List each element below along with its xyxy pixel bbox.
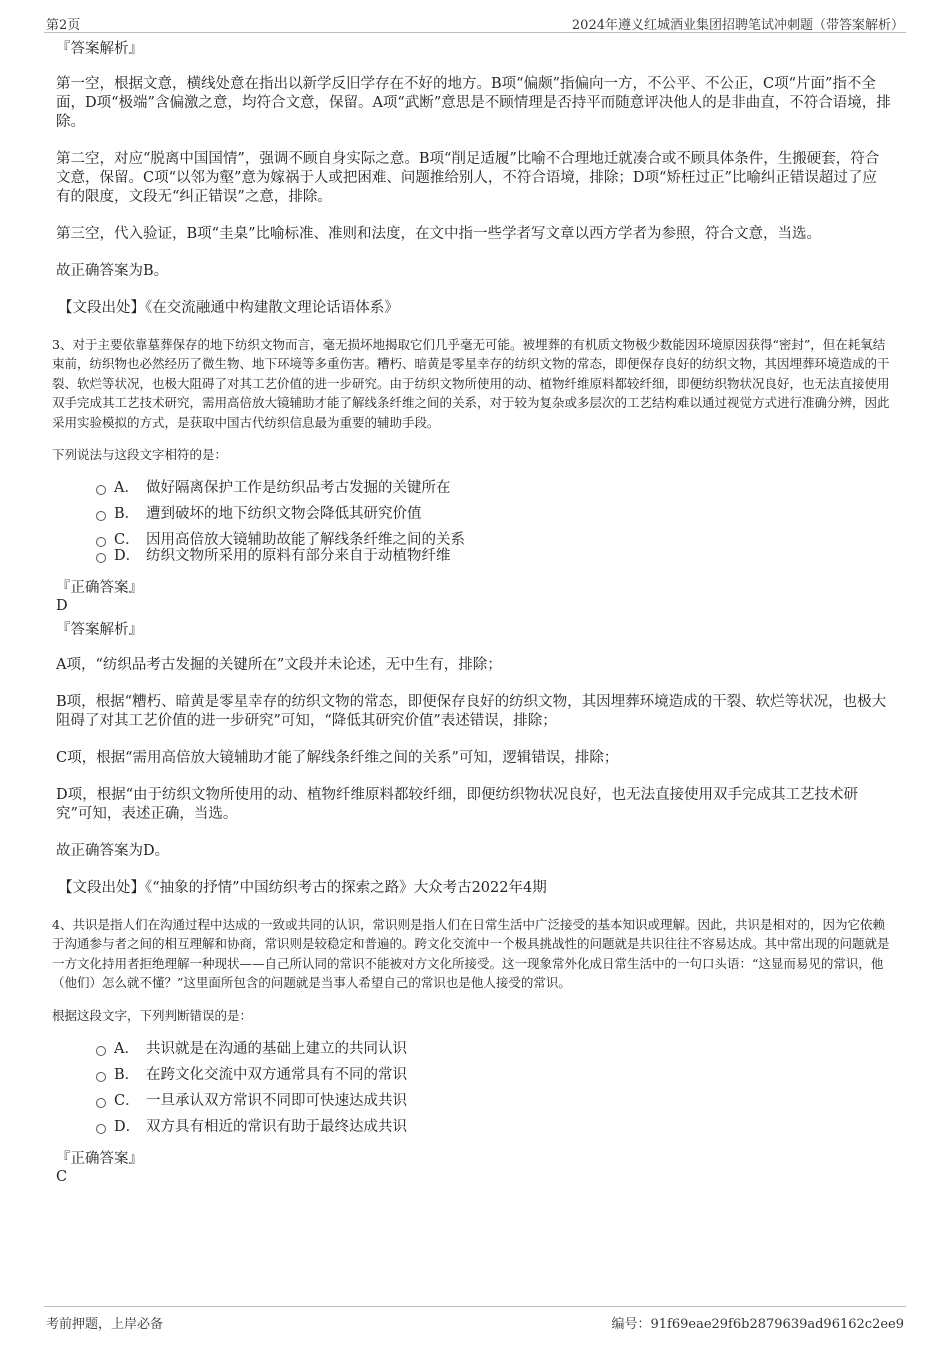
option-text: 因用高倍放大镜辅助故能了解线条纤维之间的关系: [146, 532, 465, 549]
option-letter: B．: [114, 506, 140, 523]
option-b[interactable]: [96, 1066, 891, 1092]
analysis-label: 『答案解析』: [56, 622, 143, 639]
document-id: 编号：91f69eae29f6b2879639ad96162c2ee9: [611, 1317, 904, 1332]
option-c[interactable]: [96, 531, 891, 547]
analysis-paragraph: D项，根据“由于纺织文物所使用的动、植物纤维原料都较纤细，即便纺织物状况良好，也无法直接使用双手完成其工艺技术研究”可知，表述正确，当选。: [56, 787, 859, 823]
page-content: [52, 40, 891, 1192]
radio-icon[interactable]: [96, 485, 106, 495]
analysis-conclusion: 故正确答案为B。: [56, 263, 169, 279]
option-d[interactable]: [96, 547, 891, 573]
question-prompt: 根据这段文字，下列判断错误的是：: [52, 1007, 253, 1023]
correct-answer-label: 『正确答案』: [56, 580, 143, 597]
radio-icon[interactable]: [96, 537, 106, 547]
correct-answer: D: [56, 598, 68, 615]
option-letter: D．: [114, 1118, 141, 1135]
question-2-analysis: [56, 40, 891, 318]
analysis-paragraph: B项，根据“糟朽、暗黄是零星幸存的纺织文物的常态，即便保存良好的纺织文物，其因埋葬环境造成的干裂、软烂等状况，也极大阻碍了对其工艺价值的进一步研究”可知，“降低其研究价值”表述错误，排除；: [56, 694, 887, 730]
radio-icon[interactable]: [96, 553, 106, 563]
option-text: 在跨文化交流中双方通常具有不同的常识: [146, 1066, 407, 1083]
footer-slogan: 考前押题，上岸必备: [46, 1317, 164, 1332]
option-text: 纺织文物所采用的原料有部分来自于动植物纤维: [146, 548, 451, 565]
option-letter: C．: [114, 1092, 140, 1109]
option-b[interactable]: [96, 505, 891, 531]
radio-icon[interactable]: [96, 1124, 106, 1134]
analysis-paragraph: A项，“纺织品考古发掘的关键所在”文段并未论述，无中生有，排除；: [56, 657, 502, 674]
analysis-paragraph: 第二空，对应“脱离中国国情”，强调不顾自身实际之意。B项“削足适履”比喻不合理地迁就凑合或不顾具体条件，生搬硬套，符合文意，保留。C项“以邻为壑”意为嫁祸于人或把困难、问题推给别人，不符合语境，排除；D项“矫枉过正”比喻纠正错误超过了应有的限度，文段无“纠正错误”之意，排除。: [56, 151, 880, 205]
analysis-label: 『答案解析』: [56, 41, 143, 57]
question-3: [52, 335, 891, 898]
radio-icon[interactable]: [96, 1072, 106, 1082]
option-letter: A．: [114, 480, 139, 497]
passage-source: 【文段出处】《在交流融通中构建散文理论话语体系》: [58, 300, 399, 316]
option-letter: A．: [114, 1040, 139, 1057]
radio-icon[interactable]: [96, 511, 106, 521]
option-list: [96, 1040, 891, 1144]
correct-answer-label: 『正确答案』: [56, 1150, 143, 1167]
option-text: 双方具有相近的常识有助于最终达成共识: [146, 1118, 407, 1135]
option-text: 做好隔离保护工作是纺织品考古发掘的关键所在: [146, 480, 451, 497]
option-d[interactable]: [96, 1118, 891, 1144]
option-text: 遭到破坏的地下纺织文物会降低其研究价值: [146, 506, 422, 523]
question-prompt: 下列说法与这段文字相符的是：: [52, 447, 228, 463]
option-list: [96, 479, 891, 573]
question-stem: 3、对于主要依靠墓葬保存的地下纺织文物而言，毫无损坏地揭取它们几乎毫无可能。被埋葬的有机质文物极少数能因环境原因获得“密封”，但在耗氧结束前，纺织物也必然经历了微生物、地下环境等多重伤害。糟朽、暗黄是零星幸存的纺织文物的常态，即便保存良好的纺织文物，其因埋葬环境造成的干裂、软烂等状况，也极大阻碍了对其工艺价值的进一步研究。由于纺织文物所使用的动、植物纤维原料都较纤细，即便纺织物状况良好，也无法直接使用双手完成其工艺技术研究，需用高倍放大镜辅助才能了解线条纤维之间的关系，对于较为复杂或多层次的工艺结构难以通过视觉方式进行准确分辨，因此采用实验模拟的方式，是获取中国古代纺织信息最为重要的辅助手段。: [52, 337, 890, 430]
page-footer: [44, 1306, 906, 1333]
question-stem: 4、共识是指人们在沟通过程中达成的一致或共同的认识，常识则是指人们在日常生活中广泛接受的基本知识或理解。因此，共识是相对的，因为它依赖于沟通参与者之间的相互理解和协商，常识则是较稳定和普遍的。跨文化交流中一个极具挑战性的问题就是共识往往不容易达成。其中常出现的问题就是一方文化持用者拒绝理解一种现状——自己所认同的常识不能被对方文化所接受。这一现象常外化成日常生活中的一句口头语：“这显而易见的常识，他（他们）怎么就不懂？”这里面所包含的问题就是当事人希望自己的常识也是他人接受的常识。: [52, 917, 890, 991]
passage-source: 【文段出处】《“抽象的抒情”中国纺织考古的探索之路》大众考古2022年4期: [58, 880, 547, 897]
analysis-paragraph: 第三空，代入验证，B项“圭臬”比喻标准、准则和法度，在文中指一些学者写文章以西方学者为参照，符合文意，当选。: [56, 226, 821, 242]
option-letter: B．: [114, 1066, 140, 1083]
correct-answer: C: [56, 1168, 68, 1185]
radio-icon[interactable]: [96, 1046, 106, 1056]
page-number: 第2页: [46, 18, 81, 33]
page-header: [44, 12, 906, 33]
radio-icon[interactable]: [96, 1098, 106, 1108]
option-a[interactable]: [96, 1040, 891, 1066]
option-letter: D．: [114, 548, 141, 565]
analysis-paragraph: C项，根据“需用高倍放大镜辅助才能了解线条纤维之间的关系”可知，逻辑错误，排除；: [56, 750, 619, 767]
option-text: 共识就是在沟通的基础上建立的共同认识: [146, 1040, 407, 1057]
option-letter: C．: [114, 532, 140, 549]
document-title: 2024年遵义红城酒业集团招聘笔试冲刺题（带答案解析）: [571, 18, 904, 33]
option-a[interactable]: [96, 479, 891, 505]
question-4: [52, 915, 891, 1186]
analysis-paragraph: 第一空，根据文意，横线处意在指出以新学反旧学存在不好的地方。B项“偏颇”指偏向一方，不公平、不公正，C项“片面”指不全面，D项“极端”含偏激之意，均符合文意，保留。A项“武断”意思是不顾情理是否持平而随意评决他人的是非曲直，不符合语境，排除。: [56, 76, 891, 130]
option-text: 一旦承认双方常识不同即可快速达成共识: [146, 1092, 407, 1109]
option-c[interactable]: [96, 1092, 891, 1118]
analysis-conclusion: 故正确答案为D。: [56, 843, 170, 860]
